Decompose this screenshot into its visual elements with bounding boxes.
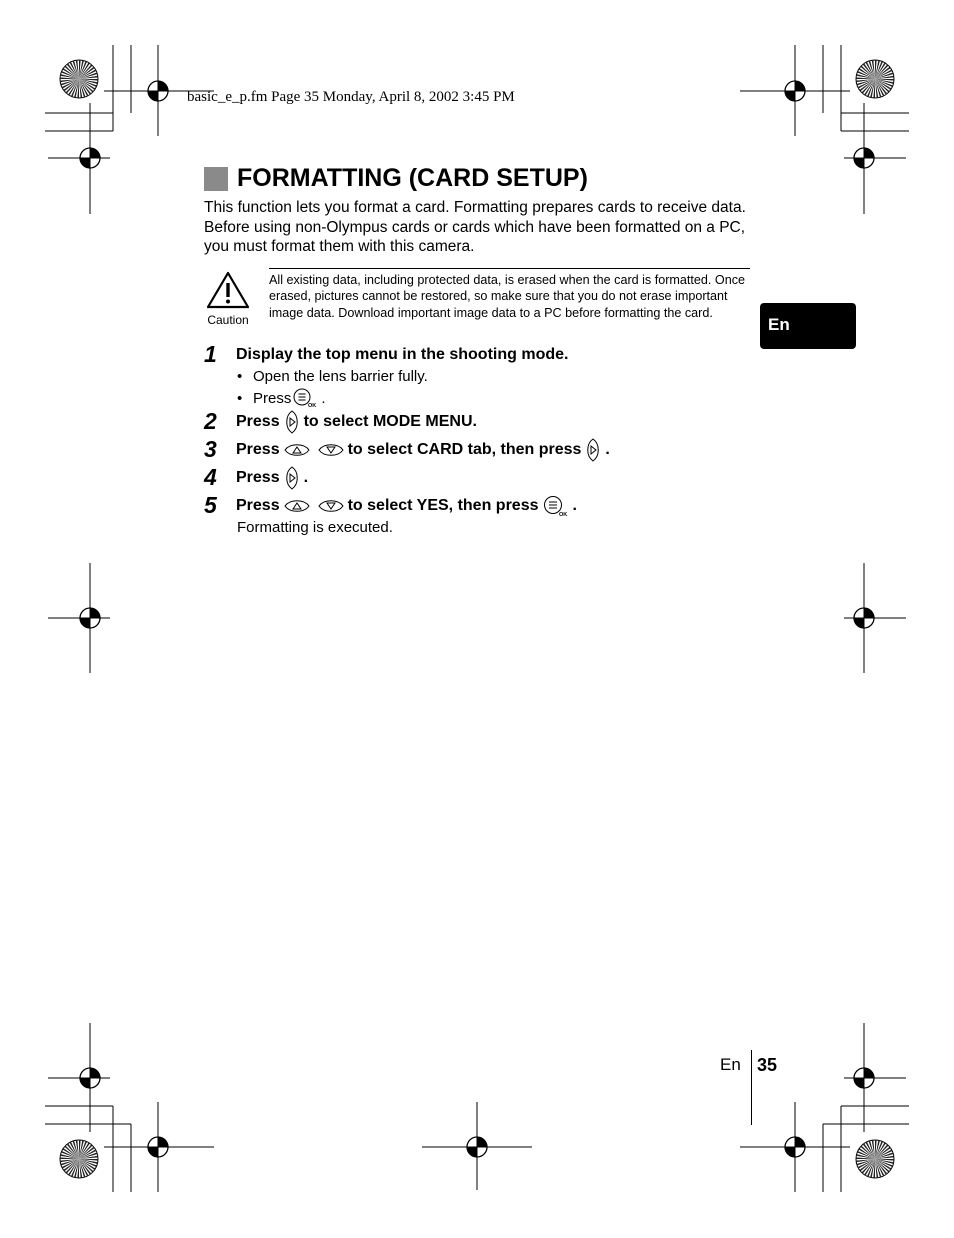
step-text-pre: Press (236, 440, 280, 458)
footer-divider (751, 1050, 752, 1125)
arrow-up-button-icon (284, 498, 310, 514)
language-tab: En (760, 303, 856, 349)
step-text-post: . (605, 440, 610, 458)
menu-ok-button-icon (292, 388, 316, 408)
step-text: Display the top menu in the shooting mode. (236, 345, 569, 363)
bullet-text-end: . (321, 389, 326, 407)
step-1 (204, 341, 568, 368)
step-number: 1 (204, 341, 217, 367)
file-slug: basic_e_p.fm Page 35 Monday, April 8, 2002 3:45 PM (187, 89, 515, 105)
star-target-icon (60, 60, 98, 98)
step-text-mid: to select YES, then press (347, 496, 539, 514)
step-text-post: . (572, 496, 577, 514)
footer-language: En (720, 1055, 741, 1074)
step-number: 2 (204, 408, 217, 434)
menu-ok-button-icon (542, 495, 568, 517)
step-5 (204, 492, 577, 519)
arrow-up-button-icon (284, 442, 310, 458)
svg-text:OK: OK (559, 511, 568, 517)
arrow-right-button-icon (585, 438, 601, 462)
step1-bullet-1: • Open the lens barrier fully. (237, 368, 428, 385)
step-3 (204, 436, 610, 463)
step1-bullet-2: • Press OK . (237, 389, 326, 408)
step-text-post: to select MODE MENU. (303, 412, 477, 430)
title-text: FORMATTING (CARD SETUP) (237, 164, 588, 192)
page-number: 35 (757, 1055, 778, 1075)
arrow-right-button-icon (284, 466, 300, 490)
step-number: 5 (204, 492, 217, 518)
star-target-icon (60, 1140, 98, 1178)
step-text-pre: Press (236, 412, 280, 430)
svg-text:OK: OK (308, 403, 317, 408)
step-text-pre: Press (236, 468, 280, 486)
caution-text: All existing data, including protected data, is erased when the card is formatted. Once erased, pictures cannot be restored, so make sure that you do not erase important image data. Download important image data to a PC before formatting the card. (269, 268, 750, 321)
caution-block (204, 270, 252, 327)
arrow-down-button-icon (318, 442, 344, 458)
step-text-post: . (303, 468, 309, 486)
caution-icon (205, 270, 251, 310)
star-target-icon (856, 60, 894, 98)
arrow-right-button-icon (284, 410, 300, 434)
step-text-mid: to select CARD tab, then press (347, 440, 582, 458)
step-2 (204, 408, 477, 435)
star-target-icon (856, 1140, 894, 1178)
intro-paragraph: This function lets you format a card. Formatting prepares cards to receive data. Before using non-Olympus cards or cards which have been formatted on a PC, you must format them with this camera. (204, 199, 746, 255)
step-text-pre: Press (236, 496, 280, 514)
page-title (204, 164, 588, 193)
arrow-down-button-icon (318, 498, 344, 514)
step5-note: Formatting is executed. (237, 519, 393, 536)
step-4 (204, 464, 308, 491)
step-number: 3 (204, 436, 217, 462)
bullet-text: Open the lens barrier fully. (253, 368, 428, 385)
bullet-text: Press (253, 389, 292, 407)
step-number: 4 (204, 464, 217, 490)
title-square-icon (204, 167, 228, 191)
caution-label: Caution (207, 313, 249, 327)
